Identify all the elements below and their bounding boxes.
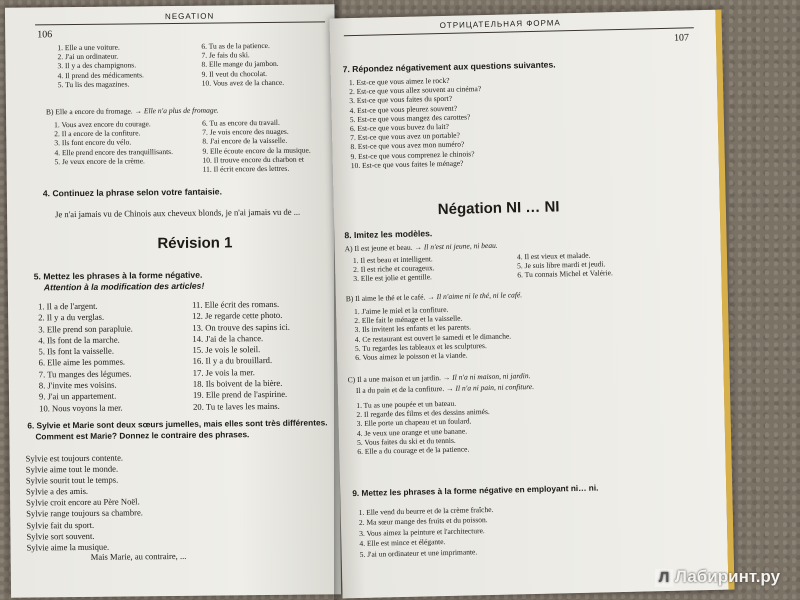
list-item: 1. Il est beau et intelligent. <box>352 254 433 266</box>
list-item: Sylvie aime la musique. <box>26 541 110 553</box>
list-item: 1. Est-ce que vous aimez le rock? <box>348 75 450 88</box>
list-item: 5. J'ai un ordinateur et une imprimante. <box>359 546 478 559</box>
list-item: 3. Ils invitent les enfants et les parents. <box>354 322 472 335</box>
list-item: 4. Elle prend encore des tranquillisants. <box>54 146 173 157</box>
exercise-4-title: 4. Continuez la phrase selon votre fantaisie. <box>42 186 223 199</box>
list-item: 17. Je vois la mer. <box>192 366 255 378</box>
list-item: 10. Il trouve encore du charbon et <box>202 154 304 165</box>
list-item: 1. J'aime le miel et la confiture. <box>354 304 449 317</box>
list-item: 9. Est-ce que vous comprenez le chinois? <box>350 148 475 161</box>
list-item: 3. Elle est jolie et gentille. <box>353 272 432 284</box>
header-rule <box>35 21 325 25</box>
list-item: 5. Tu lis des magazines. <box>57 79 130 90</box>
list-item: 10. Nous voyons la mer. <box>39 402 123 414</box>
model-answer: Elle n'a plus de fromage. <box>143 105 219 116</box>
exercise-6-title-line1: 6. Sylvie et Marie sont deux sœurs jumelles, mais elles sont très différentes. <box>27 417 328 431</box>
exercise-8a-left-column <box>353 254 435 283</box>
list-item: 2. Elle fait le ménage et la vaisselle. <box>354 313 463 326</box>
list-item: 7. Je vois encore des nuages. <box>202 126 289 137</box>
exercise-8c-model-2 <box>356 382 534 395</box>
list-item: 7. Je fais du ski. <box>201 50 250 60</box>
list-item: 8. J'ai encore de la vaisselle. <box>202 136 288 147</box>
list-item: 1. Il a de l'argent. <box>37 300 98 312</box>
exercise-8b-model <box>346 290 523 303</box>
list-item: 13. On trouve des sapins ici. <box>192 321 290 333</box>
exercise-5-subtitle: Attention à la modification des articles! <box>43 280 205 293</box>
header-rule <box>344 27 694 36</box>
running-header: NEGATION <box>164 11 215 22</box>
right-page <box>329 10 734 599</box>
list-item: 10. Vous avez de la chance. <box>201 77 285 88</box>
exercise-8-title: 8. Imitez les modèles. <box>344 228 433 241</box>
section-b-model <box>46 106 219 117</box>
list-item: 1. Elle a une voiture. <box>57 42 120 53</box>
revision-title: Révision 1 <box>157 234 233 253</box>
exercise-9-lines <box>359 505 495 560</box>
list-item: 19. Elle prend de l'aspirine. <box>192 389 288 401</box>
model-answer: Il n'aime ni le thé, ni le café. <box>436 290 523 302</box>
list-item: 6. Est-ce que vous buvez du lait? <box>349 121 449 134</box>
list-item: 4. Il prend des médicaments. <box>57 69 144 80</box>
list-item: 6. Elle a du courage et de la patience. <box>357 444 470 457</box>
exercise-9-title: 9. Mettez les phrases à la forme négative en employant ni… ni. <box>352 482 599 499</box>
exercise-7-lines <box>349 75 483 170</box>
list-item: 2. Il a encore de la confiture. <box>54 128 141 139</box>
list-item: Sylvie sourit tout le temps. <box>25 474 119 486</box>
list-item: 8. Est-ce que vous avez mon numéro? <box>350 139 465 152</box>
list-item: Sylvie aime tout le monde. <box>25 463 119 475</box>
exercise-8a-right-column <box>517 250 613 280</box>
list-item: 8. Elle mange du jambon. <box>201 59 279 70</box>
list-item: 2. J'ai un ordinateur. <box>57 51 119 62</box>
list-item: 1. Vous avez encore du courage. <box>54 119 151 130</box>
list-item: 4. Je veux une orange et une banane. <box>356 426 468 438</box>
model-sentence: A) Il est jeune et beau. → <box>344 242 423 254</box>
top-exercise-right-column <box>201 41 284 88</box>
list-item: 9. J'ai un appartement. <box>38 390 117 402</box>
list-item: Sylvie croit encore au Père Noël. <box>26 496 140 508</box>
list-item: 10. Est-ce que vous faites le ménage? <box>350 158 464 170</box>
list-item: 3. Ils font encore du vélo. <box>54 137 132 148</box>
list-item: 9. Elle écoute encore de la musique. <box>202 145 311 156</box>
list-item: 4. Il est vieux et malade. <box>516 250 591 262</box>
list-item: 3. Vous aimez la peinture et l'architecture. <box>359 525 485 538</box>
list-item: 4. Ils font de la marche. <box>38 334 120 346</box>
watermark <box>655 567 780 587</box>
list-item: 20. Tu te laves les mains. <box>193 400 280 412</box>
list-item: 16. Il y a du brouillard. <box>192 355 273 367</box>
list-item: Sylvie sort souvent. <box>26 530 95 542</box>
list-item: 2. Il regarde des films et des dessins animés. <box>356 407 490 420</box>
exercise-6-title-line2: Comment est Marie? Donnez le contraire des phrases. <box>35 429 250 442</box>
section-title: Négation NI … NI <box>437 198 560 219</box>
list-item: 2. Est-ce que vous allez souvent au cinéma? <box>349 84 482 97</box>
top-exercise-left-column <box>57 42 144 89</box>
list-item: 4. Ce restaurant est ouvert le samedi et le dimanche. <box>354 331 512 344</box>
model-answer: Il n'a ni pain, ni confiture. <box>455 381 535 393</box>
list-item: 1. Elle vend du beurre et de la crème fraîche. <box>358 504 494 517</box>
list-item: 3. Est-ce que vous faites du sport? <box>349 94 453 106</box>
list-item: 14. J'ai de la chance. <box>192 332 264 344</box>
list-item: 11. Il écrit encore des lettres. <box>202 163 290 174</box>
exercise-4-text: Je n'ai jamais vu de Chinois aux cheveux blonds, je n'ai jamais vu de ... <box>55 206 301 220</box>
list-item: 1. Tu as une poupée et un bateau. <box>356 398 457 411</box>
list-item: 6. Tu as encore du travail. <box>202 117 280 128</box>
list-item: 18. Ils boivent de la bière. <box>192 377 283 389</box>
exercise-5-title: 5. Mettez les phrases à la forme négative. <box>33 269 203 282</box>
list-item: 7. Tu manges des légumes. <box>38 368 132 380</box>
list-item: 6. Tu as de la patience. <box>201 40 270 51</box>
list-item: 3. Il y a des champignons. <box>57 60 137 71</box>
list-item: 5. Ils font la vaisselle. <box>38 345 114 357</box>
list-item: Sylvie fait du sport. <box>26 519 95 531</box>
list-item: 4. Elle est mince et élégante. <box>359 537 446 549</box>
list-item: 3. Elle prend son parapluie. <box>38 323 133 335</box>
list-item: 5. Tu regardes les tableaux et les sculptures. <box>354 340 487 353</box>
list-item: 5. Vous faites du ski et du tennis. <box>356 435 456 447</box>
section-b-left-column <box>54 119 173 166</box>
labirint-logo-icon: Л <box>655 569 673 587</box>
list-item: 4. Est-ce que vous pleurez souvent? <box>349 103 458 115</box>
exercise-8c-lines <box>356 398 491 456</box>
list-item: 2. Il y a du verglas. <box>38 312 105 323</box>
model-answer: Il n'est ni jeune, ni beau. <box>423 240 498 252</box>
list-item: 3. Elle porte un chapeau et un foulard. <box>356 416 472 429</box>
list-item: 5. Je suis libre mardi et jeudi. <box>517 259 606 271</box>
exercise-7-title: 7. Répondez négativement aux questions suivantes. <box>342 59 556 75</box>
exercise-6-closing: Mais Marie, au contraire, ... <box>90 550 187 562</box>
page-number: 107 <box>673 32 690 44</box>
list-item: 2. Ma sœur mange des fruits et du poisson. <box>358 515 488 528</box>
model-sentence: Il a du pain et de la confiture. → <box>355 383 454 396</box>
list-item: 7. Est-ce que vous avez un portable? <box>350 130 461 143</box>
running-header: ОТРИЦАТЕЛЬНАЯ ФОРМА <box>439 18 561 31</box>
exercise-8a-model <box>345 241 498 254</box>
watermark-text: Лабиринт.ру <box>675 567 781 586</box>
list-item: 2. Il est riche et courageux. <box>353 263 435 275</box>
exercise-6-lines <box>26 452 144 553</box>
list-item: 15. Je vois le soleil. <box>192 344 261 355</box>
list-item: 5. Je veux encore de la crème. <box>54 156 145 167</box>
list-item: 11. Elle écrit des romans. <box>191 298 280 310</box>
list-item: 5. Est-ce que vous mangez des carottes? <box>349 112 471 124</box>
list-item: 9. Il veut du chocolat. <box>201 68 268 79</box>
page-number: 106 <box>37 29 53 41</box>
list-item: 12. Je regarde cette photo. <box>192 310 283 322</box>
list-item: 6. Tu connais Michel et Valérie. <box>517 268 613 280</box>
list-item: Sylvie est toujours contente. <box>25 452 124 464</box>
exercise-8b-lines <box>354 303 512 362</box>
exercise-5-left-column <box>38 300 134 414</box>
model-sentence: B) Il aime le thé et le café. → <box>345 292 435 304</box>
list-item: 6. Elle aime les pommes. <box>38 356 126 368</box>
exercise-5-right-column <box>192 299 291 413</box>
list-item: Sylvie range toujours sa chambre. <box>26 507 143 520</box>
section-b-right-column <box>202 118 311 174</box>
left-page <box>5 4 341 597</box>
model-answer: Il n'a ni maison, ni jardin. <box>452 371 531 382</box>
model-sentence: B) Elle a encore du fromage. → <box>45 106 143 117</box>
model-sentence: C) Il a une maison et un jardin. → <box>347 372 451 385</box>
list-item: Sylvie a des amis. <box>25 486 89 497</box>
list-item: 8. J'invite mes voisins. <box>38 379 117 391</box>
list-item: 6. Vous aimez le poisson et la viande. <box>355 350 468 363</box>
